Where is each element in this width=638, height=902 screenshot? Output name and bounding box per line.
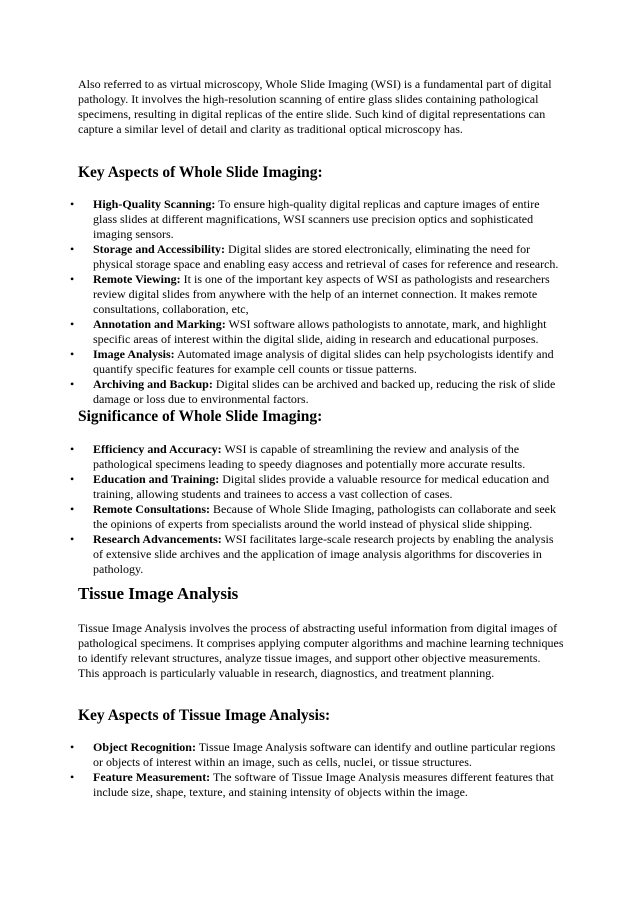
item-text: It is one of the important key aspects of WSI as pathologists and researchers review digital slides from anywhere with the help of an internet connection. It makes remote consultations, collaboration, etc, (93, 272, 550, 316)
list-item (0, 472, 563, 502)
bullet-icon: • (70, 770, 75, 784)
list-key-aspects-wsi (0, 197, 638, 407)
item-term: Education and Training: (93, 472, 220, 486)
list-item (0, 442, 563, 472)
bullet-icon: • (70, 740, 75, 754)
item-term: Archiving and Backup: (93, 377, 213, 391)
bullet-icon: • (70, 272, 75, 286)
item-term: Storage and Accessibility: (93, 242, 225, 256)
list-item (0, 377, 563, 407)
bullet-icon: • (70, 242, 75, 256)
heading-tissue-image-analysis: Tissue Image Analysis (78, 584, 239, 603)
list-item (0, 770, 563, 800)
item-text: WSI facilitates large-scale research projects by enabling the analysis of extensive slide archives and the application of image analysis algorithms for discoveries in pathology. (93, 532, 554, 576)
item-term: Object Recognition: (93, 740, 196, 754)
list-item (0, 242, 563, 272)
list-item (0, 317, 563, 347)
bullet-icon: • (70, 442, 75, 456)
intro-paragraph: Also referred to as virtual microscopy, Whole Slide Imaging (WSI) is a fundamental part of digital pathology. It involves the high-resolution scanning of entire glass slides containing pathological specimens, resulting in digital replicas of the entire slide. Such kind of digital representations can capture a similar level of detail and clarity as traditional optical microscopy has. (78, 77, 552, 136)
item-text: Digital slides are stored electronically, eliminating the need for physical storage space and enabling easy access and retrieval of cases for reference and research. (93, 242, 559, 271)
heading-significance-wsi: Significance of Whole Slide Imaging: (78, 408, 323, 425)
list-item (0, 502, 563, 532)
item-term: High-Quality Scanning: (93, 197, 216, 211)
item-text: The software of Tissue Image Analysis measures different features that include size, shape, texture, and staining intensity of objects within the image. (93, 770, 554, 799)
item-text: WSI is capable of streamlining the review and analysis of the pathological specimens leading to speedy diagnoses and potentially more accurate results. (93, 442, 526, 471)
bullet-icon: • (70, 502, 75, 516)
item-text: To ensure high-quality digital replicas and capture images of entire glass slides at different magnifications, WSI scanners use precision optics and sophisticated imaging sensors. (93, 197, 540, 241)
list-key-aspects-tia (0, 740, 638, 800)
heading-key-aspects-tia: Key Aspects of Tissue Image Analysis: (78, 707, 331, 724)
bullet-icon: • (70, 472, 75, 486)
item-term: Remote Consultations: (93, 502, 210, 516)
list-item (0, 197, 563, 242)
heading-key-aspects-wsi: Key Aspects of Whole Slide Imaging: (78, 164, 323, 181)
item-term: Annotation and Marking: (93, 317, 226, 331)
item-term: Feature Measurement: (93, 770, 211, 784)
item-term: Remote Viewing: (93, 272, 181, 286)
bullet-icon: • (70, 377, 75, 391)
item-text: Digital slides can be archived and backed up, reducing the risk of slide damage or loss due to environmental factors. (93, 377, 556, 406)
list-item (0, 347, 563, 377)
tissue-paragraph: Tissue Image Analysis involves the process of abstracting useful information from digital images of pathological specimens. It comprises applying computer algorithms and machine learning techniques to identify relevant structures, analyze tissue images, and support other objective measurements. This approach is particularly valuable in research, diagnostics, and treatment planning. (78, 621, 564, 680)
item-term: Efficiency and Accuracy: (93, 442, 222, 456)
item-text: Because of Whole Slide Imaging, pathologists can collaborate and seek the opinions of experts from specialists around the world instead of physical slide shipping. (93, 502, 557, 531)
list-item (0, 740, 563, 770)
list-significance-wsi (0, 442, 638, 577)
item-text: Automated image analysis of digital slides can help psychologists identify and quantify specific features for example cell counts or tissue patterns. (93, 347, 554, 376)
item-term: Research Advancements: (93, 532, 222, 546)
list-item (0, 272, 563, 317)
item-text: Tissue Image Analysis software can identify and outline particular regions or objects of interest within an image, such as cells, nuclei, or tissue structures. (93, 740, 556, 769)
bullet-icon: • (70, 347, 75, 361)
bullet-icon: • (70, 532, 75, 546)
item-text: Digital slides provide a valuable resource for medical education and training, allowing students and trainees to access a vast collection of cases. (93, 472, 550, 501)
item-term: Image Analysis: (93, 347, 175, 361)
list-item (0, 532, 563, 577)
item-text: WSI software allows pathologists to annotate, mark, and highlight specific areas of interest within the digital slide, aiding in research and educational purposes. (93, 317, 547, 346)
bullet-icon: • (70, 197, 75, 211)
bullet-icon: • (70, 317, 75, 331)
